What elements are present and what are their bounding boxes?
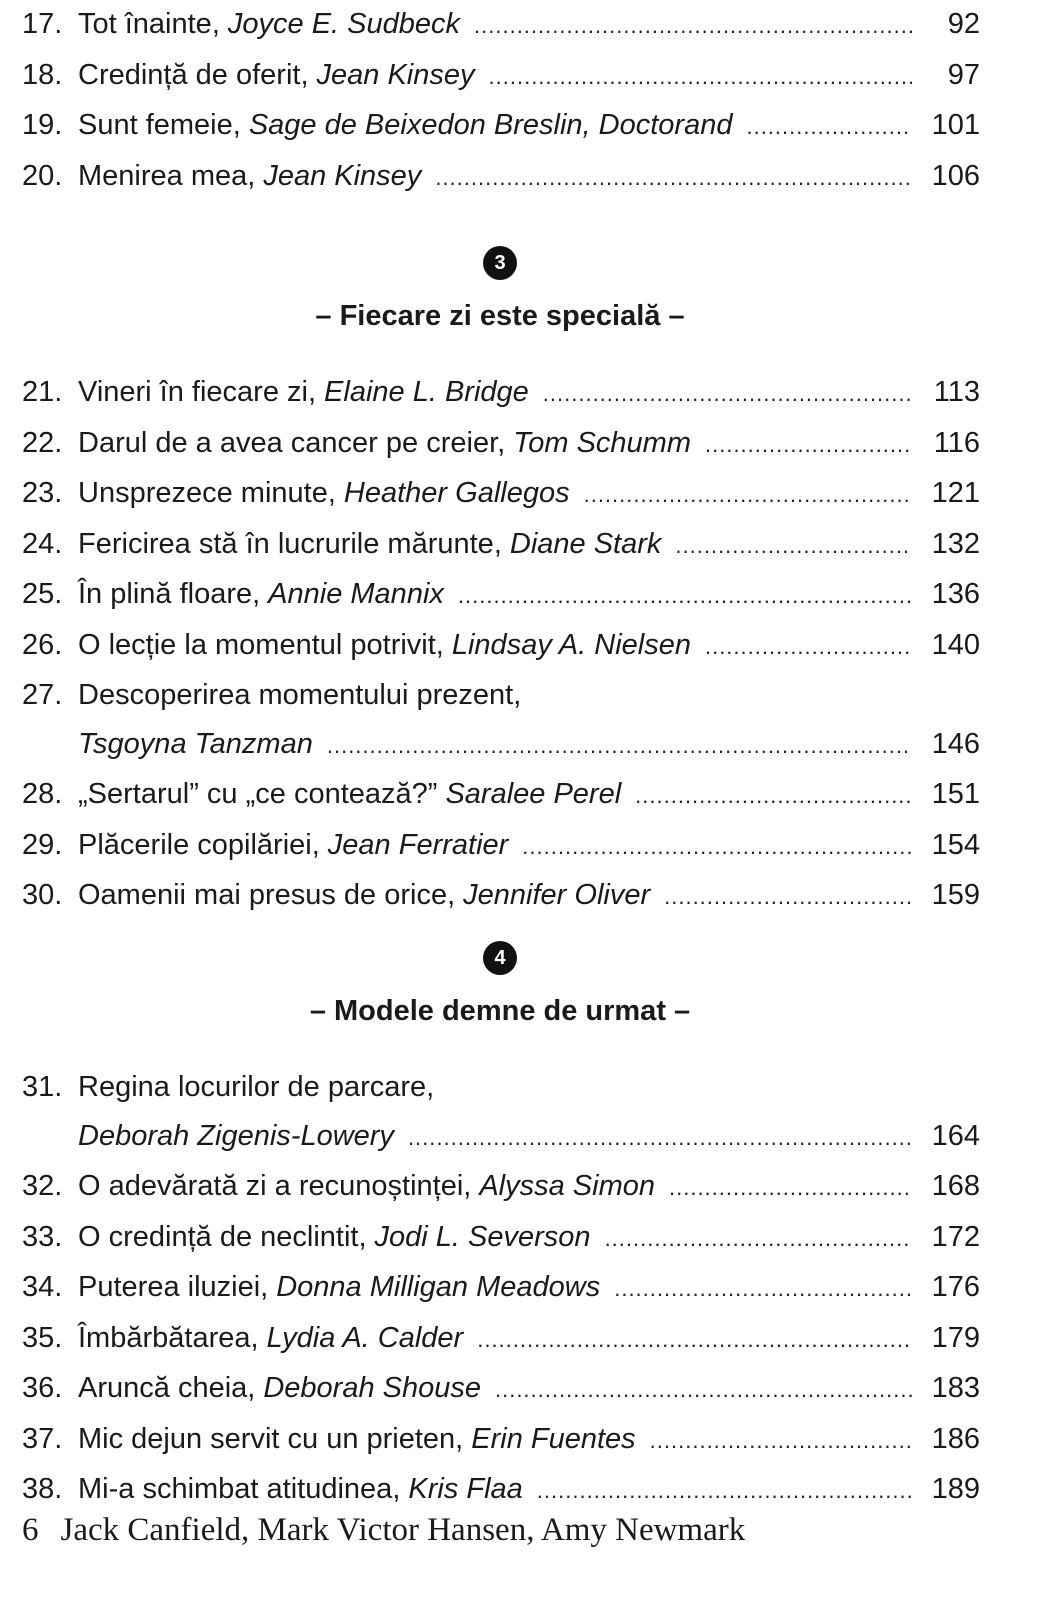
entry-page: 132 — [931, 527, 980, 560]
toc-group-mid — [22, 368, 980, 922]
entry-page: 172 — [931, 1220, 980, 1253]
entry-number: 35. — [22, 1321, 63, 1354]
entry-number: 31. — [22, 1071, 63, 1103]
entry-page: 154 — [931, 828, 980, 861]
entry-page: 92 — [947, 8, 980, 40]
dot-leader — [705, 623, 912, 672]
entry-author: Donna Milligan Meadows — [276, 1271, 601, 1303]
entry-author: Erin Fuentes — [471, 1422, 636, 1455]
entry-page: 121 — [931, 477, 980, 509]
dot-leader — [522, 823, 912, 872]
entry-author: Jennifer Oliver — [463, 879, 651, 911]
toc-entry — [22, 1162, 980, 1213]
entry-author: Sage de Beixedon Breslin, Doctorand — [248, 109, 733, 141]
toc-entry — [22, 1465, 980, 1516]
entry-title: În plină floare, — [78, 578, 261, 610]
toc-entry — [22, 520, 980, 571]
entry-number: 38. — [22, 1473, 63, 1505]
entry-page: 183 — [931, 1372, 980, 1404]
entry-title: Unsprezece minute, — [78, 477, 336, 509]
dot-leader — [543, 370, 912, 419]
entry-author: Alyssa Simon — [479, 1170, 655, 1202]
dot-leader — [675, 522, 912, 571]
entry-title: Sunt femeie, — [78, 109, 241, 141]
footer-page-number: 6 — [22, 1512, 39, 1548]
toc-entry — [22, 1263, 980, 1314]
entry-title: Menirea mea, — [78, 159, 256, 192]
entry-number: 28. — [22, 778, 63, 810]
entry-page: 101 — [931, 109, 980, 141]
entry-author: Jean Kinsey — [316, 58, 475, 91]
entry-title: „Sertarul” cu „ce contează?” — [78, 778, 438, 810]
toc-entry — [22, 1063, 980, 1162]
entry-author: Saralee Perel — [445, 778, 622, 810]
entry-title: Plăcerile copilăriei, — [78, 828, 320, 861]
dot-leader — [669, 1164, 912, 1213]
entry-page: 146 — [931, 727, 980, 760]
entry-page: 164 — [931, 1119, 980, 1152]
section-heading-3 — [0, 246, 1000, 333]
page-footer — [22, 1512, 745, 1549]
toc-entry — [22, 1314, 980, 1365]
section-heading-4 — [0, 941, 1000, 1028]
dot-leader — [495, 1366, 912, 1415]
entry-title: O lecție la momentul potrivit, — [78, 628, 444, 661]
entry-number: 26. — [22, 628, 63, 661]
toc-entry — [22, 570, 980, 621]
entry-author: Tom Schumm — [513, 426, 691, 459]
toc-entry — [22, 1213, 980, 1264]
entry-title: Mic dejun servit cu un prieten, — [78, 1422, 464, 1455]
entry-number: 27. — [22, 679, 63, 711]
entry-number: 37. — [22, 1422, 63, 1455]
toc-group-top — [22, 0, 980, 202]
dot-leader — [664, 873, 912, 922]
entry-page: 140 — [931, 628, 980, 661]
entry-title: Darul de a avea cancer pe creier, — [78, 426, 506, 459]
toc-entry — [22, 671, 980, 770]
toc-entry — [22, 0, 980, 51]
entry-page: 159 — [931, 879, 980, 911]
dot-leader — [584, 471, 912, 520]
entry-number: 32. — [22, 1170, 63, 1202]
footer-authors: Jack Canfield, Mark Victor Hansen, Amy Newmark — [60, 1512, 746, 1548]
entry-page: 168 — [931, 1170, 980, 1202]
entry-page: 189 — [931, 1473, 980, 1505]
entry-number: 25. — [22, 578, 63, 610]
toc-entry — [22, 621, 980, 672]
entry-author: Deborah Zigenis-Lowery — [78, 1119, 394, 1152]
entry-author: Diane Stark — [509, 527, 662, 560]
toc-entry — [22, 1364, 980, 1415]
entry-page: 113 — [933, 376, 980, 408]
dot-leader — [327, 722, 912, 771]
entry-title: Aruncă cheia, — [78, 1372, 256, 1404]
entry-title: Îmbărbătarea, — [78, 1321, 259, 1354]
toc-entry — [22, 419, 980, 470]
dot-leader — [746, 103, 912, 152]
entry-number: 23. — [22, 477, 63, 509]
entry-page: 106 — [931, 159, 980, 192]
entry-page: 116 — [933, 426, 980, 459]
entry-author: Heather Gallegos — [343, 477, 570, 509]
entry-author: Jean Ferratier — [327, 828, 509, 861]
entry-author: Lydia A. Calder — [266, 1321, 464, 1354]
toc-entry — [22, 1415, 980, 1466]
toc-entry — [22, 368, 980, 419]
toc-entry — [22, 871, 980, 922]
entry-title: Oamenii mai presus de orice, — [78, 879, 456, 911]
entry-title: Regina locurilor de parcare, — [78, 1071, 435, 1103]
entry-title: Vineri în fiecare zi, — [78, 376, 317, 408]
entry-page: 97 — [947, 58, 980, 91]
dot-leader — [474, 2, 912, 51]
entry-title: Tot înainte, — [78, 8, 220, 40]
toc-entry — [22, 101, 980, 152]
dot-leader — [408, 1114, 912, 1163]
dot-leader — [489, 53, 912, 102]
entry-number: 22. — [22, 426, 63, 459]
entry-number: 24. — [22, 527, 63, 560]
entry-title: O credință de neclintit, — [78, 1220, 367, 1253]
entry-number: 17. — [22, 8, 63, 40]
entry-author: Joyce E. Sudbeck — [227, 8, 461, 40]
entry-number: 21. — [22, 376, 63, 408]
entry-number: 30. — [22, 879, 63, 911]
toc-entry — [22, 51, 980, 102]
entry-title: Mi-a schimbat atitudinea, — [78, 1473, 401, 1505]
entry-title: Fericirea stă în lucrurile mărunte, — [78, 527, 502, 560]
entry-page: 136 — [931, 578, 980, 610]
dot-leader — [537, 1467, 912, 1516]
entry-title: Puterea iluziei, — [78, 1271, 269, 1303]
entry-author: Deborah Shouse — [263, 1372, 481, 1404]
section-title: – Modele demne de urmat – — [309, 995, 691, 1027]
entry-number: 18. — [22, 58, 63, 91]
dot-leader — [614, 1265, 912, 1314]
dot-leader — [605, 1215, 912, 1264]
entry-author: Annie Mannix — [268, 578, 444, 610]
entry-title: Descoperirea momentului prezent, — [78, 679, 522, 711]
dot-leader — [705, 421, 912, 470]
entry-number: 20. — [22, 159, 63, 192]
entry-number: 34. — [22, 1271, 63, 1303]
entry-author: Elaine L. Bridge — [324, 376, 529, 408]
entry-page: 176 — [931, 1271, 980, 1303]
entry-title: O adevărată zi a recunoștinței, — [78, 1170, 472, 1202]
entry-page: 151 — [931, 778, 980, 810]
dot-leader — [650, 1417, 912, 1466]
entry-author: Jean Kinsey — [263, 159, 422, 192]
entry-author: Kris Flaa — [408, 1473, 523, 1505]
dot-leader — [477, 1316, 912, 1365]
entry-page: 186 — [931, 1422, 980, 1455]
entry-author: Lindsay A. Nielsen — [451, 628, 691, 661]
toc-entry — [22, 770, 980, 821]
dot-leader — [635, 772, 912, 821]
entry-number: 29. — [22, 828, 63, 861]
section-number-badge: 3 — [483, 246, 517, 280]
entry-page: 179 — [931, 1321, 980, 1354]
entry-title: Credință de oferit, — [78, 58, 309, 91]
entry-number: 36. — [22, 1372, 63, 1404]
section-title: – Fiecare zi este specială – — [315, 300, 685, 332]
toc-group-bottom — [22, 1063, 980, 1516]
entry-author: Jodi L. Severson — [374, 1220, 591, 1253]
section-number-badge: 4 — [483, 941, 517, 975]
entry-number: 33. — [22, 1220, 63, 1253]
dot-leader — [458, 572, 912, 621]
toc-entry — [22, 821, 980, 872]
entry-author: Tsgoyna Tanzman — [78, 727, 313, 760]
toc-entry — [22, 152, 980, 203]
toc-entry — [22, 469, 980, 520]
entry-number: 19. — [22, 109, 63, 141]
dot-leader — [435, 154, 912, 203]
